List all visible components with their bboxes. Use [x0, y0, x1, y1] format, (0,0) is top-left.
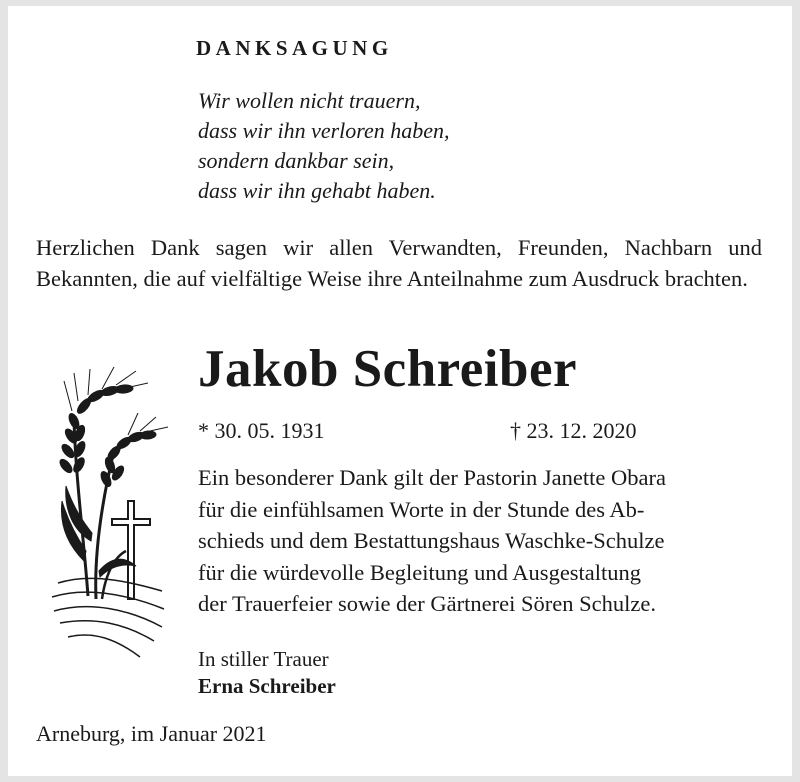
birth-date: * 30. 05. 1931: [198, 418, 325, 443]
poem: [198, 86, 450, 206]
poem-line: dass wir ihn verloren haben,: [198, 118, 450, 143]
special-thanks-line: der Trauerfeier sowie der Gärtnerei Sören Schulze.: [198, 591, 656, 616]
mourner-name: Erna Schreiber: [198, 674, 336, 698]
poem-line: Wir wollen nicht trauern,: [198, 88, 421, 113]
obituary-notice: [8, 6, 792, 776]
wheat-icon: [58, 367, 168, 599]
poem-line: dass wir ihn gehabt haben.: [198, 178, 436, 203]
notice-title: DANKSAGUNG: [196, 36, 393, 60]
hill-lines-icon: [52, 578, 164, 657]
special-thanks-paragraph: [198, 462, 770, 620]
cross-icon: [112, 501, 150, 599]
special-thanks-line: schieds und dem Bestattungshaus Waschke-Schulze: [198, 528, 665, 553]
special-thanks-line: für die einfühlsamen Worte in der Stunde des Ab-: [198, 496, 645, 522]
illustration: [44, 361, 174, 661]
place-date: Arneburg, im Januar 2021: [36, 721, 267, 746]
mourning-phrase: In stiller Trauer: [198, 647, 329, 671]
deceased-name: Jakob Schreiber: [198, 340, 578, 398]
special-thanks-line: Ein besonderer Dank gilt der Pastorin Janette Obara: [198, 465, 666, 490]
special-thanks-line: für die würdevolle Begleitung und Ausgestaltung: [198, 559, 642, 585]
poem-line: sondern dankbar sein,: [198, 148, 395, 173]
death-date: † 23. 12. 2020: [510, 418, 637, 443]
thanks-paragraph: Herzlichen Dank sagen wir allen Verwandten, Freunden, Nachbarn und Bekannten, die auf vielfältige Weise ihre Anteilnahme zum Ausdruck brachten.: [36, 235, 762, 291]
